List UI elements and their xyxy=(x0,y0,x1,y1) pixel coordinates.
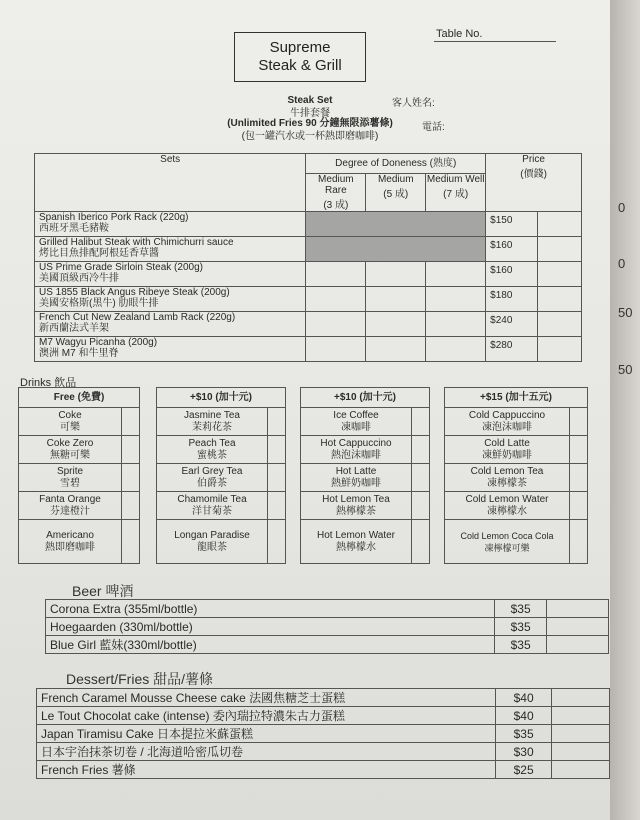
drink-name-en: Jasmine Tea xyxy=(184,409,240,421)
drink-item xyxy=(445,520,570,564)
dessert-price: $35 xyxy=(496,725,552,743)
table-number-field[interactable] xyxy=(434,41,556,42)
drink-item xyxy=(445,492,570,520)
drink-name-en: Cold Latte xyxy=(484,437,530,449)
drink-select-box[interactable] xyxy=(570,464,588,492)
beer-row xyxy=(46,636,609,654)
doneness-label: Medium xyxy=(377,174,414,185)
drink-name-zh: 雪碧 xyxy=(60,477,80,489)
beer-price: $35 xyxy=(495,636,547,654)
drinks-free-table xyxy=(18,387,140,564)
beer-name: Hoegaarden (330ml/bottle) xyxy=(46,618,495,636)
dessert-name: French Fries 薯條 xyxy=(37,761,496,779)
set-name-zh: 美國安格斯(黑牛) 肋眼牛排 xyxy=(39,298,159,309)
doneness-box-medium-rare[interactable] xyxy=(306,337,366,362)
drink-name-zh: 可樂 xyxy=(60,421,80,433)
drink-name-en: Longan Paradise xyxy=(174,529,250,541)
drinks-section-title: Drinks 飲品 xyxy=(20,377,77,389)
doneness-box-medium[interactable] xyxy=(366,262,426,287)
drink-name-zh: 芬達橙汁 xyxy=(50,505,90,517)
doneness-not-applicable xyxy=(306,212,486,237)
dessert-price: $30 xyxy=(496,743,552,761)
doneness-box-medium-well[interactable] xyxy=(426,262,486,287)
doneness-box-medium[interactable] xyxy=(366,312,426,337)
drink-name-en: Peach Tea xyxy=(188,437,236,449)
set-name-zh: 美國頂級西冷牛排 xyxy=(39,273,119,284)
doneness-medium-well xyxy=(426,174,486,212)
doneness-medium-rare xyxy=(306,174,366,212)
quantity-box[interactable] xyxy=(538,212,582,237)
drink-select-box[interactable] xyxy=(268,464,286,492)
set-name-en: M7 Wagyu Picanha (200g) xyxy=(39,337,158,348)
set-name-en: French Cut New Zealand Lamb Rack (220g) xyxy=(39,312,236,323)
drink-name-zh: 凍檸檬茶 xyxy=(487,477,527,489)
doneness-box-medium-rare[interactable] xyxy=(306,262,366,287)
doneness-box-medium-rare[interactable] xyxy=(306,312,366,337)
drink-item xyxy=(301,492,412,520)
doneness-label-zh: (7 成) xyxy=(443,189,469,200)
beer-price: $35 xyxy=(495,618,547,636)
drink-name-en: Cold Cappuccino xyxy=(468,409,546,421)
set-name xyxy=(35,212,306,237)
drink-item xyxy=(157,464,268,492)
doneness-box-medium[interactable] xyxy=(366,287,426,312)
set-row xyxy=(35,337,582,362)
drink-select-box[interactable] xyxy=(122,492,140,520)
beer-section-title: Beer 啤酒 xyxy=(72,583,134,599)
drink-select-box[interactable] xyxy=(412,520,430,564)
drinks-plus15-table xyxy=(444,387,588,564)
drink-name-en: Coke xyxy=(58,409,82,421)
drinks-group-header: Free (免費) xyxy=(19,388,140,408)
drink-name-zh: 凍鮮奶咖啡 xyxy=(482,449,532,461)
doneness-medium xyxy=(366,174,426,212)
drink-select-box[interactable] xyxy=(412,492,430,520)
set-name-zh: 西班牙黑毛豬鞍 xyxy=(39,223,109,234)
drink-name-en: Hot Lemon Tea xyxy=(322,493,390,505)
dessert-row xyxy=(37,689,610,707)
drink-item xyxy=(19,436,122,464)
logo-line-1: Supreme xyxy=(269,39,331,56)
doneness-label: Medium Rare xyxy=(318,174,354,196)
edge-mark: 50 xyxy=(618,362,633,377)
logo-line-2: Steak & Grill xyxy=(258,57,342,74)
set-name-en: US 1855 Black Angus Ribeye Steak (200g) xyxy=(39,287,230,298)
beer-row xyxy=(46,600,609,618)
drinks-plus10-coffee-table xyxy=(300,387,430,564)
quantity-box[interactable] xyxy=(538,287,582,312)
drink-item xyxy=(301,436,412,464)
price-column-header xyxy=(486,154,582,212)
adjacent-page-edge xyxy=(610,0,640,820)
drink-select-box[interactable] xyxy=(268,408,286,436)
set-name-zh: 澳洲 M7 和牛里脊 xyxy=(39,348,119,359)
drink-name-en: Ice Coffee xyxy=(333,409,379,421)
edge-mark: 0 xyxy=(618,256,626,271)
quantity-box[interactable] xyxy=(538,337,582,362)
quantity-box[interactable] xyxy=(552,689,610,707)
beer-name: Corona Extra (355ml/bottle) xyxy=(46,600,495,618)
set-name xyxy=(35,312,306,337)
drink-name-zh: 熱鮮奶咖啡 xyxy=(331,477,381,489)
set-price: $280 xyxy=(486,337,538,362)
steak-set-title-zh: 牛排套餐 xyxy=(290,108,330,119)
doneness-label-zh: (5 成) xyxy=(383,189,409,200)
edge-mark: 50 xyxy=(618,305,633,320)
set-price: $240 xyxy=(486,312,538,337)
drink-item xyxy=(301,408,412,436)
drink-name-en: Chamomile Tea xyxy=(177,493,247,505)
doneness-box-medium-well[interactable] xyxy=(426,287,486,312)
drink-select-box[interactable] xyxy=(122,464,140,492)
doneness-not-applicable xyxy=(306,237,486,262)
drinks-plus10-tea-table xyxy=(156,387,286,564)
quantity-box[interactable] xyxy=(538,262,582,287)
drink-name-zh: 熱即磨咖啡 xyxy=(45,541,95,553)
set-name-en: Grilled Halibut Steak with Chimichurri sauce xyxy=(39,237,234,248)
set-row xyxy=(35,262,582,287)
set-name xyxy=(35,337,306,362)
drink-name-en: Fanta Orange xyxy=(39,493,101,505)
drink-select-box[interactable] xyxy=(412,408,430,436)
doneness-box-medium-rare[interactable] xyxy=(306,287,366,312)
drink-select-box[interactable] xyxy=(268,436,286,464)
price-header-en: Price xyxy=(522,154,545,165)
drink-select-box[interactable] xyxy=(412,464,430,492)
restaurant-logo xyxy=(234,32,366,82)
drink-item xyxy=(445,464,570,492)
dessert-price: $40 xyxy=(496,707,552,725)
drink-name-zh: 洋甘菊茶 xyxy=(192,505,232,517)
drink-item xyxy=(301,520,412,564)
set-row xyxy=(35,287,582,312)
beer-table xyxy=(45,599,609,654)
drink-name-en: Coke Zero xyxy=(46,437,94,449)
dessert-name: Japan Tiramisu Cake 日本提拉米蘇蛋糕 xyxy=(37,725,496,743)
set-name-zh: 新西蘭法式羊架 xyxy=(39,323,109,334)
set-name-en: Spanish Iberico Pork Rack (220g) xyxy=(39,212,189,223)
set-name-en: US Prime Grade Sirloin Steak (200g) xyxy=(39,262,203,273)
drink-name-zh: 凍檸檬可樂 xyxy=(484,542,530,553)
included-drink-note: (包一罐汽水或一杯熱即磨咖啡) xyxy=(241,131,379,142)
drink-item xyxy=(157,408,268,436)
drink-select-box[interactable] xyxy=(570,408,588,436)
drink-name-en: Earl Grey Tea xyxy=(181,465,243,477)
drink-name-zh: 茉莉花茶 xyxy=(192,421,232,433)
drink-select-box[interactable] xyxy=(570,520,588,564)
drink-name-zh: 無糖可樂 xyxy=(50,449,90,461)
quantity-box[interactable] xyxy=(552,707,610,725)
quantity-box[interactable] xyxy=(547,636,609,654)
set-name xyxy=(35,237,306,262)
set-price: $150 xyxy=(486,212,538,237)
drinks-group-header: +$10 (加十元) xyxy=(157,388,286,408)
beer-row xyxy=(46,618,609,636)
drink-name-zh: 凍泡沫咖啡 xyxy=(482,421,532,433)
sets-column-header: Sets xyxy=(35,154,306,212)
doneness-column-header: Degree of Doneness (熟度) xyxy=(306,154,486,174)
set-name-zh: 烤比目魚排配阿根廷香草醬 xyxy=(39,248,159,259)
drink-name-zh: 熱泡沫咖啡 xyxy=(331,449,381,461)
drink-name-zh: 熱檸檬水 xyxy=(336,541,376,553)
drink-item xyxy=(19,492,122,520)
set-row xyxy=(35,237,582,262)
set-row xyxy=(35,312,582,337)
drink-select-box[interactable] xyxy=(412,436,430,464)
doneness-box-medium[interactable] xyxy=(366,337,426,362)
dessert-name: Le Tout Chocolat cake (intense) 委內瑞拉特濃朱古力蛋糕 xyxy=(37,707,496,725)
drink-name-zh: 龍眼茶 xyxy=(197,541,227,553)
drink-item xyxy=(445,436,570,464)
drink-name-en: Hot Latte xyxy=(335,465,377,477)
drink-name-en: Cold Lemon Tea xyxy=(470,465,544,477)
drinks-group-header: +$10 (加十元) xyxy=(301,388,430,408)
drink-item xyxy=(301,464,412,492)
table-number-label: Table No. xyxy=(436,28,483,40)
set-row xyxy=(35,212,582,237)
drink-item xyxy=(19,520,122,564)
drink-item xyxy=(19,408,122,436)
drink-name-en: Hot Lemon Water xyxy=(317,529,395,541)
drink-select-box[interactable] xyxy=(122,436,140,464)
drink-name-en: Sprite xyxy=(56,465,84,477)
dessert-price: $40 xyxy=(496,689,552,707)
set-price: $160 xyxy=(486,262,538,287)
unlimited-fries-note: (Unlimited Fries 90 分鐘無限添薯條) xyxy=(227,118,393,129)
drink-item xyxy=(445,408,570,436)
set-price: $180 xyxy=(486,287,538,312)
doneness-box-medium-well[interactable] xyxy=(426,337,486,362)
drink-name-en: Cold Lemon Water xyxy=(465,493,549,505)
beer-price: $35 xyxy=(495,600,547,618)
drink-name-en: Cold Lemon Coca Cola xyxy=(460,530,554,541)
drink-item xyxy=(157,520,268,564)
doneness-box-medium-well[interactable] xyxy=(426,312,486,337)
drink-select-box[interactable] xyxy=(122,408,140,436)
quantity-box[interactable] xyxy=(547,618,609,636)
quantity-box[interactable] xyxy=(538,312,582,337)
dessert-price: $25 xyxy=(496,761,552,779)
quantity-box[interactable] xyxy=(552,725,610,743)
drink-select-box[interactable] xyxy=(122,520,140,564)
drink-name-zh: 凍咖啡 xyxy=(341,421,371,433)
dessert-row xyxy=(37,743,610,761)
drink-item xyxy=(157,492,268,520)
drink-select-box[interactable] xyxy=(268,520,286,564)
quantity-box[interactable] xyxy=(538,237,582,262)
drink-select-box[interactable] xyxy=(570,436,588,464)
price-header-zh: (價錢) xyxy=(520,169,547,180)
drink-name-zh: 蜜桃茶 xyxy=(197,449,227,461)
guest-name-label: 客人姓名: xyxy=(392,98,435,109)
drink-name-zh: 熱檸檬茶 xyxy=(336,505,376,517)
set-name xyxy=(35,262,306,287)
doneness-label: Medium Well xyxy=(426,174,485,185)
drink-name-zh: 伯爵茶 xyxy=(197,477,227,489)
beer-name: Blue Girl 藍妹(330ml/bottle) xyxy=(46,636,495,654)
drink-select-box[interactable] xyxy=(268,492,286,520)
dessert-name: 日本宇治抹茶切卷 / 北海道哈密瓜切卷 xyxy=(37,743,496,761)
drink-item xyxy=(19,464,122,492)
drinks-group-header: +$15 (加十五元) xyxy=(445,388,588,408)
set-name xyxy=(35,287,306,312)
dessert-row xyxy=(37,725,610,743)
phone-label: 電話: xyxy=(422,122,445,133)
quantity-box[interactable] xyxy=(552,743,610,761)
steak-sets-table xyxy=(34,153,582,362)
drink-item xyxy=(157,436,268,464)
set-price: $160 xyxy=(486,237,538,262)
drink-name-zh: 凍檸檬水 xyxy=(487,505,527,517)
quantity-box[interactable] xyxy=(552,761,610,779)
dessert-table xyxy=(36,688,610,779)
steak-set-title: Steak Set xyxy=(287,95,333,106)
dessert-name: French Caramel Mousse Cheese cake 法國焦糖芝士蛋糕 xyxy=(37,689,496,707)
drink-select-box[interactable] xyxy=(570,492,588,520)
edge-mark: 0 xyxy=(618,200,626,215)
dessert-row xyxy=(37,761,610,779)
quantity-box[interactable] xyxy=(547,600,609,618)
doneness-label-zh: (3 成) xyxy=(323,200,349,211)
drink-name-en: Hot Cappuccino xyxy=(320,437,392,449)
drink-name-en: Americano xyxy=(46,529,94,541)
dessert-section-title: Dessert/Fries 甜品/薯條 xyxy=(66,671,214,687)
dessert-row xyxy=(37,707,610,725)
